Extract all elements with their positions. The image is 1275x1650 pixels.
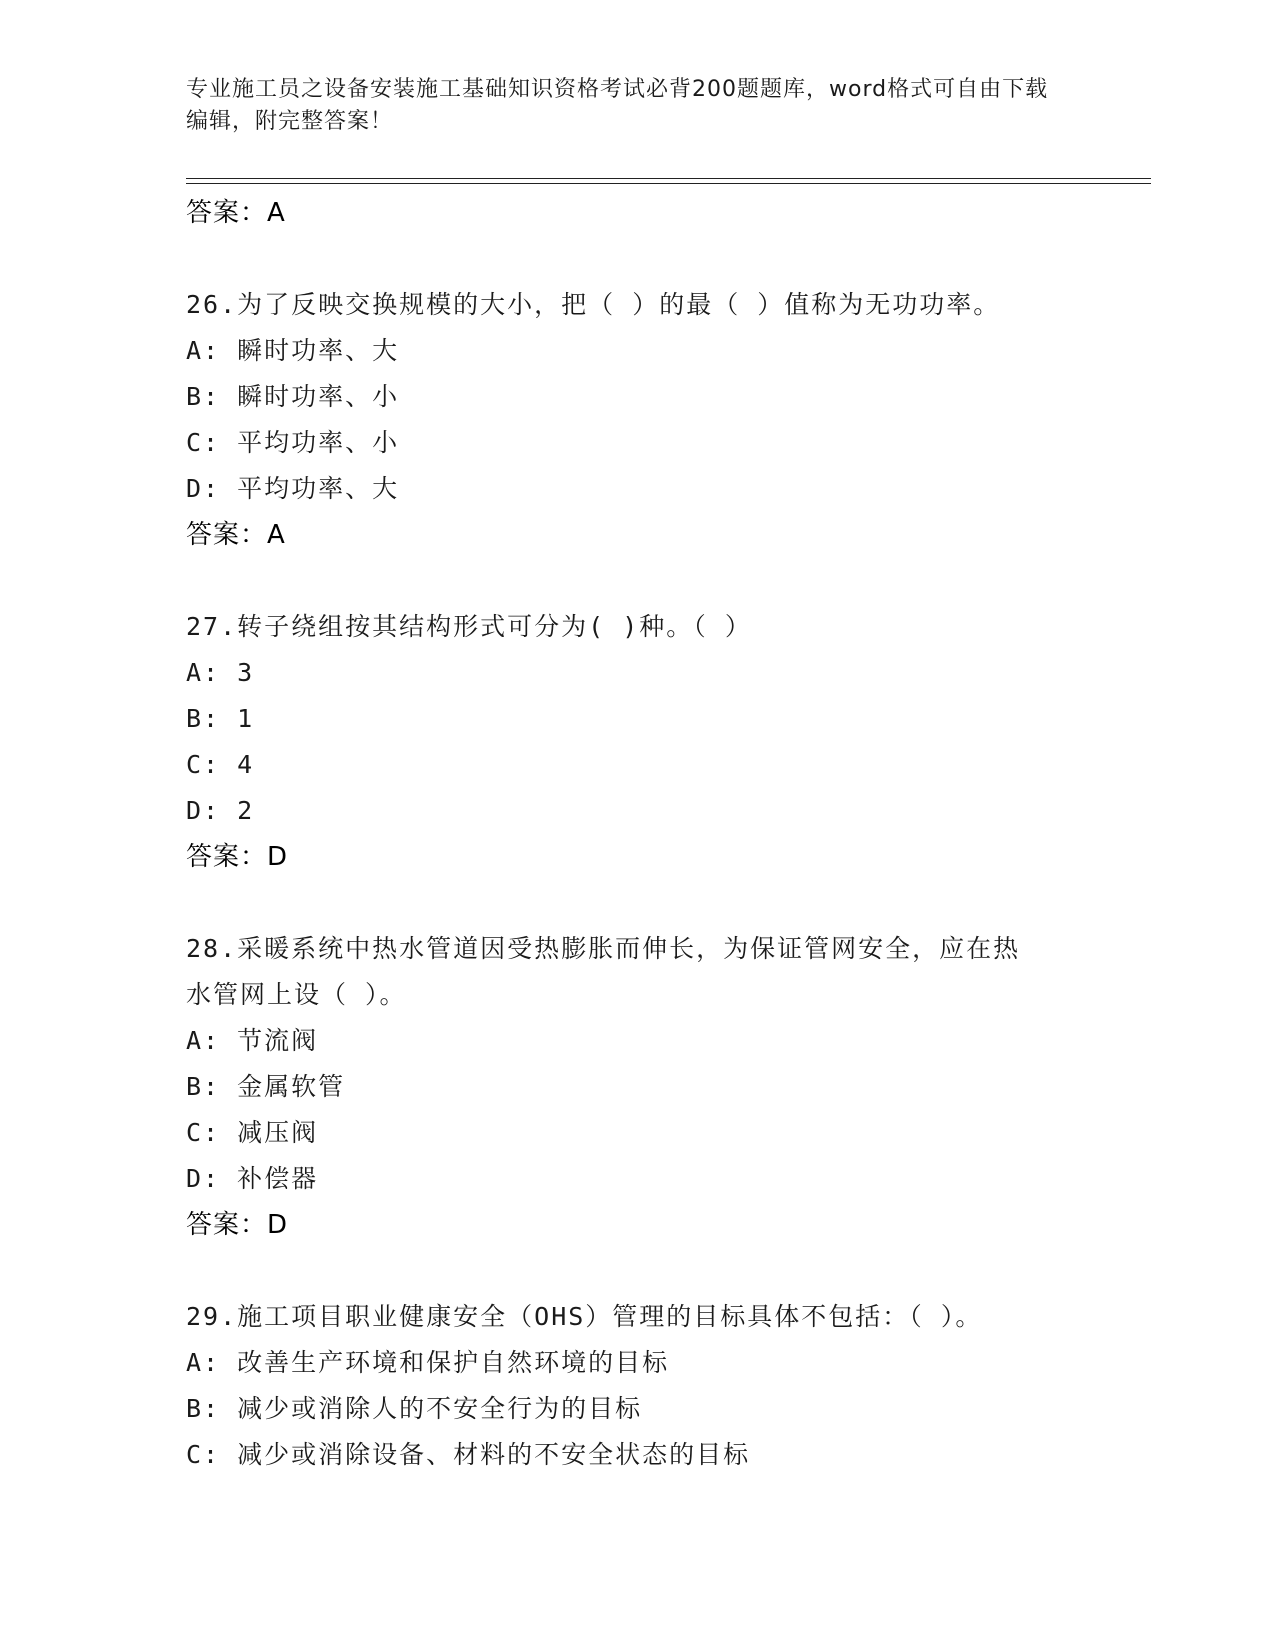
option-line: D: 2	[186, 796, 255, 825]
spacer	[186, 1248, 1151, 1294]
answer-line: 答案：D	[186, 842, 289, 872]
header-rule-bottom	[186, 183, 1151, 184]
option-line: A: 3	[186, 658, 255, 687]
option-line: D: 补偿器	[186, 1164, 319, 1193]
answer-line: 答案：D	[186, 1210, 289, 1240]
question-text: 29.施工项目职业健康安全（OHS）管理的目标具体不包括：（ ）。	[186, 1302, 983, 1331]
question-list	[186, 190, 1151, 1478]
spacer	[186, 558, 1151, 604]
question-text: 27.转子绕组按其结构形式可分为( )种。（ ）	[186, 612, 752, 641]
option-line: A: 瞬时功率、大	[186, 336, 400, 365]
spacer	[186, 880, 1151, 926]
option-line: B: 瞬时功率、小	[186, 382, 400, 411]
question-text: 水管网上设（ ）。	[186, 980, 407, 1009]
option-line: C: 平均功率、小	[186, 428, 400, 457]
option-line: A: 节流阀	[186, 1026, 319, 1055]
document-header: 专业施工员之设备安装施工基础知识资格考试必背200题题库，word格式可自由下载编辑，附完整答案！	[186, 77, 1049, 134]
option-line: B: 1	[186, 704, 255, 733]
option-line: C: 减少或消除设备、材料的不安全状态的目标	[186, 1440, 751, 1469]
question-text: 26.为了反映交换规模的大小，把（ ）的最（ ）值称为无功功率。	[186, 290, 1001, 319]
option-line: C: 减压阀	[186, 1118, 319, 1147]
option-line: C: 4	[186, 750, 255, 779]
question-text: 28.采暖系统中热水管道因受热膨胀而伸长，为保证管网安全，应在热	[186, 934, 1021, 963]
answer-line: 答案：A	[186, 520, 286, 550]
answer-line: 答案：A	[186, 198, 286, 228]
option-line: A: 改善生产环境和保护自然环境的目标	[186, 1348, 670, 1377]
spacer	[186, 236, 1151, 282]
option-line: B: 金属软管	[186, 1072, 346, 1101]
option-line: B: 减少或消除人的不安全行为的目标	[186, 1394, 643, 1423]
option-line: D: 平均功率、大	[186, 474, 400, 503]
header-rule-top	[186, 178, 1151, 179]
